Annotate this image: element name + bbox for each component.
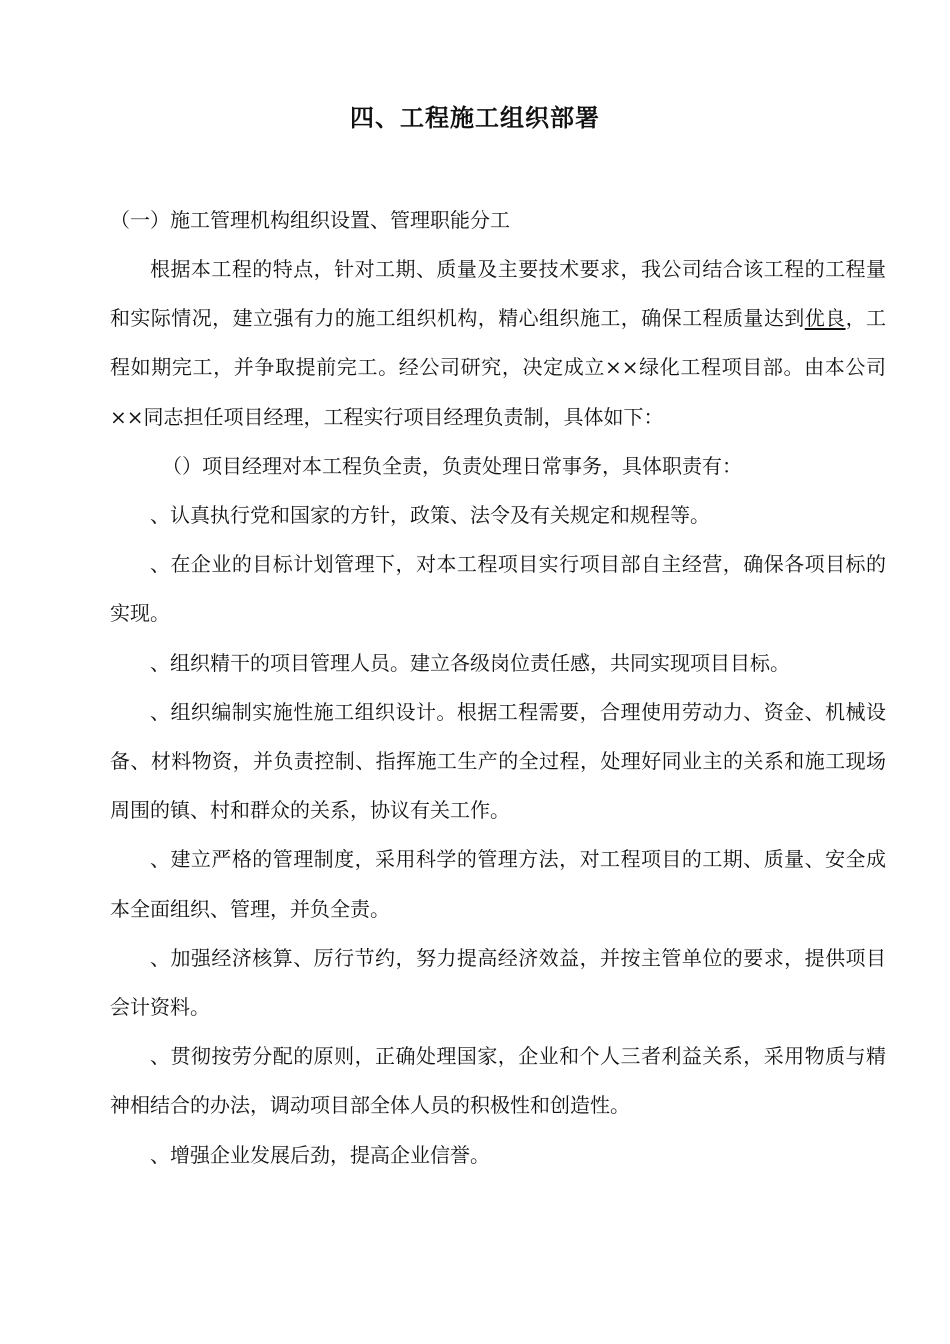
duty-item: 、组织精干的项目管理人员。建立各级岗位责任感，共同实现项目目标。 — [150, 650, 790, 675]
duty-item: 、组织编制实施性施工组织设计。根据工程需要，合理使用劳动力、资金、机械设备、材料物资，并负责控制、指挥施工生产的全过程，处理好同业主的关系和施工现场周围的镇、村和群众的关系，协议有关工作。 — [110, 699, 886, 823]
duty-item: 、建立严格的管理制度，采用科学的管理方法，对工程项目的工期、质量、安全成本全面组织、管理，并负全责。 — [110, 847, 886, 921]
duty-item: 、增强企业发展后劲，提高企业信誉。 — [150, 1142, 490, 1167]
intro-text-start: 根据本工程的特点，针对工期、质量及主要技术要求，我公司结合该工程的工程量和实际情况，建立强有力的施工组织机构，精心组织施工，确保工程质量达到 — [110, 257, 886, 331]
section-heading: （一）施工管理机构组织设置、管理职能分工 — [110, 208, 510, 232]
duty-item: 、加强经济核算、厉行节约，努力提高经济效益，并按主管单位的要求，提供项目会计资料。 — [110, 945, 886, 1020]
underlined-term: 优良 — [804, 306, 846, 331]
page-title: 四、工程施工组织部署 — [350, 103, 600, 132]
intro-text-end: ，工程如期完工，并争取提前完工。经公司研究，决定成立××绿化工程项目部。由本公司××同志担任项目经理，工程实行项目经理负责制，具体如下： — [110, 306, 887, 429]
duty-item: 、认真执行党和国家的方针，政策、法令及有关规定和规程等。 — [150, 503, 710, 528]
duty-subheading: （）项目经理对本工程负全责，负责处理日常事务，具体职责有： — [162, 453, 742, 478]
intro-paragraph — [110, 245, 886, 442]
duty-item: 、在企业的目标计划管理下，对本工程项目实行项目部自主经营，确保各项目标的实现。 — [110, 552, 886, 626]
duty-item: 、贯彻按劳分配的原则，正确处理国家，企业和个人三者利益关系，采用物质与精神相结合的办法，调动项目部全体人员的积极性和创造性。 — [110, 1044, 886, 1118]
document-body — [110, 245, 886, 1180]
